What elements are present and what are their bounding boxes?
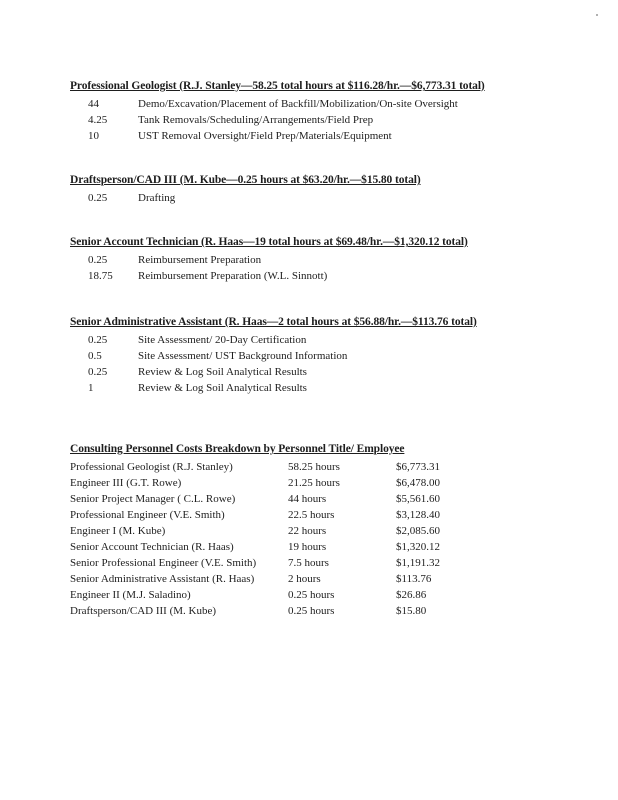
task-hours: 4.25 xyxy=(88,114,108,126)
task-hours: 0.25 xyxy=(88,334,108,346)
list-item xyxy=(70,348,590,364)
employee-cost: $1,191.32 xyxy=(396,557,440,569)
task-description: Reimbursement Preparation xyxy=(138,254,262,266)
task-hours: 0.25 xyxy=(88,254,108,266)
task-description: Drafting xyxy=(138,192,176,204)
employee-title: Senior Professional Engineer (V.E. Smith) xyxy=(70,557,257,569)
employee-cost: $26.86 xyxy=(396,589,427,601)
table-row xyxy=(70,571,590,587)
employee-title: Professional Geologist (R.J. Stanley) xyxy=(70,461,233,473)
employee-cost: $15.80 xyxy=(396,605,427,617)
employee-cost: $2,085.60 xyxy=(396,525,440,537)
employee-title: Engineer III (G.T. Rowe) xyxy=(70,477,182,489)
section-senior-administrative-assistant xyxy=(70,316,590,396)
employee-title: Senior Account Technician (R. Haas) xyxy=(70,541,234,553)
table-row xyxy=(70,507,590,523)
section-senior-account-technician xyxy=(70,236,590,284)
task-description: Tank Removals/Scheduling/Arrangements/Field Prep xyxy=(138,114,374,126)
employee-cost: $6,773.31 xyxy=(396,461,440,473)
employee-cost: $5,561.60 xyxy=(396,493,440,505)
section-heading: Professional Geologist (R.J. Stanley—58.25 total hours at $116.28/hr.—$6,773.31 total) xyxy=(70,80,485,92)
task-hours: 18.75 xyxy=(88,270,113,282)
list-item xyxy=(70,268,590,284)
list-item xyxy=(70,112,590,128)
list-item xyxy=(70,332,590,348)
list-item xyxy=(70,96,590,112)
table-row xyxy=(70,491,590,507)
employee-hours: 0.25 hours xyxy=(288,605,335,617)
section-heading: Senior Administrative Assistant (R. Haas—2 total hours at $56.88/hr.—$113.76 total) xyxy=(70,316,477,328)
list-item xyxy=(70,128,590,144)
task-description: UST Removal Oversight/Field Prep/Materials/Equipment xyxy=(138,130,392,142)
table-row xyxy=(70,523,590,539)
employee-hours: 22 hours xyxy=(288,525,327,537)
table-row xyxy=(70,555,590,571)
table-row xyxy=(70,539,590,555)
employee-hours: 0.25 hours xyxy=(288,589,335,601)
task-hours: 44 xyxy=(88,98,99,110)
employee-title: Engineer II (M.J. Saladino) xyxy=(70,589,191,601)
task-description: Demo/Excavation/Placement of Backfill/Mobilization/On-site Oversight xyxy=(138,98,458,110)
section-heading: Senior Account Technician (R. Haas—19 total hours at $69.48/hr.—$1,320.12 total) xyxy=(70,236,468,248)
summary-heading: Consulting Personnel Costs Breakdown by Personnel Title/ Employee xyxy=(70,443,405,455)
employee-cost: $6,478.00 xyxy=(396,477,440,489)
section-professional-geologist xyxy=(70,80,590,144)
task-description: Review & Log Soil Analytical Results xyxy=(138,382,307,394)
task-description: Site Assessment/ UST Background Information xyxy=(138,350,348,362)
section-draftsperson xyxy=(70,174,590,206)
table-row xyxy=(70,475,590,491)
personnel-costs-summary xyxy=(70,443,590,619)
task-description: Reimbursement Preparation (W.L. Sinnott) xyxy=(138,270,328,282)
task-hours: 10 xyxy=(88,130,99,142)
table-row xyxy=(70,587,590,603)
employee-title: Engineer I (M. Kube) xyxy=(70,525,166,537)
employee-hours: 58.25 hours xyxy=(288,461,340,473)
employee-cost: $3,128.40 xyxy=(396,509,440,521)
employee-title: Draftsperson/CAD III (M. Kube) xyxy=(70,605,217,617)
task-hours: 1 xyxy=(88,382,94,394)
scan-speck xyxy=(596,14,598,16)
employee-title: Senior Administrative Assistant (R. Haas) xyxy=(70,573,255,585)
employee-title: Senior Project Manager ( C.L. Rowe) xyxy=(70,493,236,505)
section-heading: Draftsperson/CAD III (M. Kube—0.25 hours at $63.20/hr.—$15.80 total) xyxy=(70,174,421,186)
list-item xyxy=(70,364,590,380)
table-row xyxy=(70,459,590,475)
employee-hours: 7.5 hours xyxy=(288,557,329,569)
employee-hours: 19 hours xyxy=(288,541,327,553)
employee-cost: $1,320.12 xyxy=(396,541,440,553)
task-hours: 0.25 xyxy=(88,192,108,204)
employee-hours: 21.25 hours xyxy=(288,477,340,489)
employee-cost: $113.76 xyxy=(396,573,432,585)
task-description: Review & Log Soil Analytical Results xyxy=(138,366,307,378)
list-item xyxy=(70,190,590,206)
task-hours: 0.25 xyxy=(88,366,108,378)
employee-hours: 22.5 hours xyxy=(288,509,335,521)
list-item xyxy=(70,252,590,268)
task-description: Site Assessment/ 20-Day Certification xyxy=(138,334,307,346)
employee-hours: 2 hours xyxy=(288,573,321,585)
table-row xyxy=(70,603,590,619)
employee-title: Professional Engineer (V.E. Smith) xyxy=(70,509,225,521)
task-hours: 0.5 xyxy=(88,350,102,362)
employee-hours: 44 hours xyxy=(288,493,327,505)
list-item xyxy=(70,380,590,396)
